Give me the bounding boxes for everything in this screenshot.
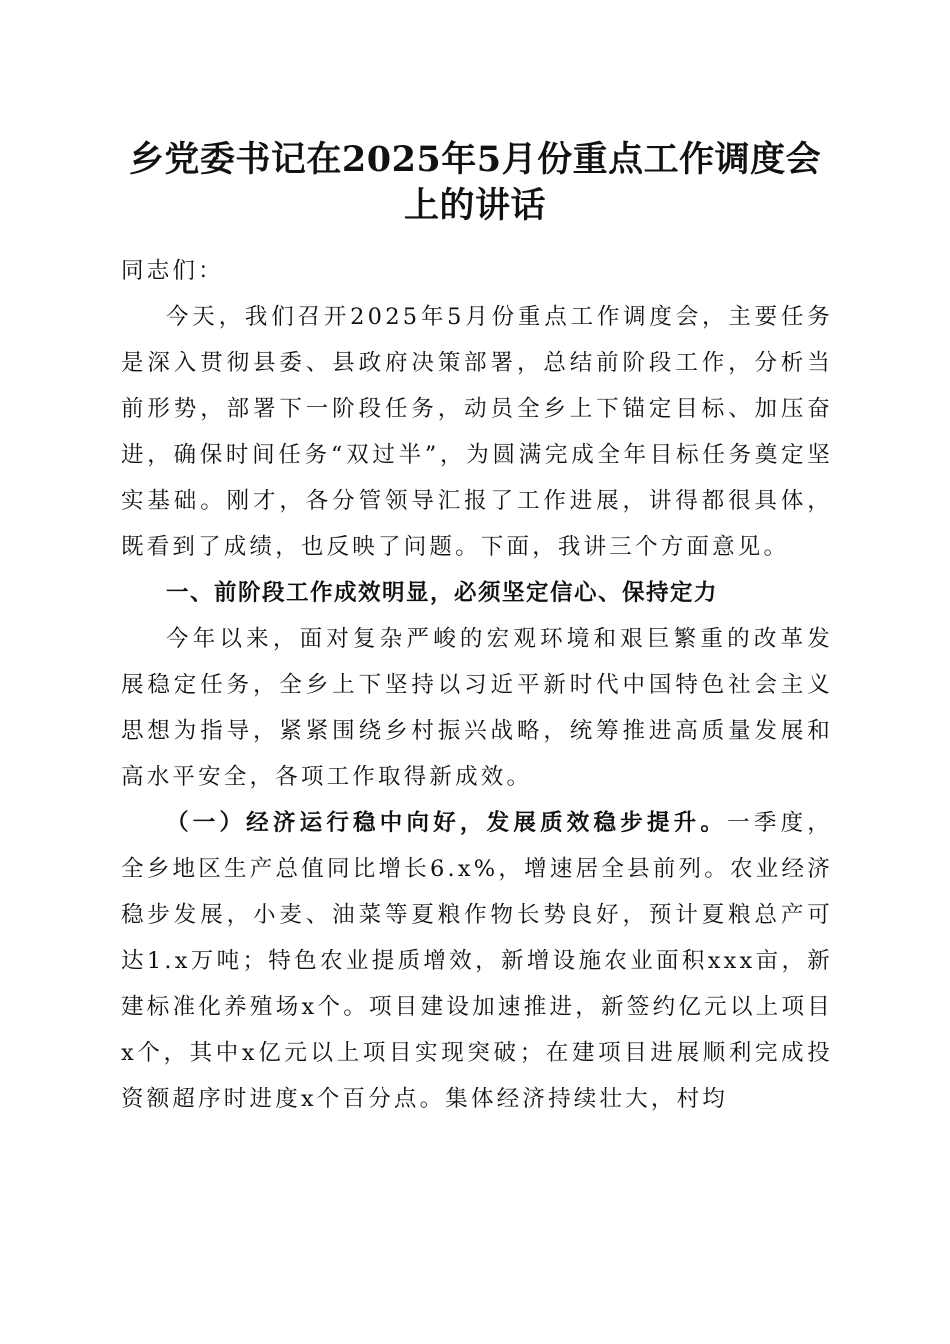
section-1-paragraph: 今年以来，面对复杂严峻的宏观环境和艰巨繁重的改革发展稳定任务，全乡上下坚持以习近平新时代中国特色社会主义思想为指导，紧紧围绕乡村振兴战略，统筹推进高质量发展和高水平安全，各项工作取得新成效。 [121, 626, 833, 790]
document-title [110, 137, 840, 229]
subsection-1-lead: （一）经济运行稳中向好，发展质效稳步提升。 [166, 810, 728, 836]
greeting: 同志们： [121, 258, 224, 284]
intro-paragraph: 今天，我们召开2025年5月份重点工作调度会，主要任务是深入贯彻县委、县政府决策部署，总结前阶段工作，分析当前形势，部署下一阶段任务，动员全乡上下锚定目标、加压奋进，确保时间任务“双过半”，为圆满完成全年目标任务奠定坚实基础。刚才，各分管领导汇报了工作进展，讲得都很具体，既看到了成绩，也反映了问题。下面，我讲三个方面意见。 [121, 304, 833, 560]
title-line-2: 上的讲话 [403, 185, 546, 226]
document-body [121, 248, 833, 1122]
subsection-1-paragraph [121, 800, 833, 1122]
subsection-1-text: 一季度，全乡地区生产总值同比增长6.x%，增速居全县前列。农业经济稳步发展，小麦、油菜等夏粮作物长势良好，预计夏粮总产可达1.x万吨；特色农业提质增效，新增设施农业面积xxx亩，新建标准化养殖场x个。项目建设加速推进，新签约亿元以上项目x个，其中x亿元以上项目实现突破；在建项目进展顺利完成投资额超序时进度x个百分点。集体经济持续壮大，村均 [121, 810, 833, 1112]
section-1-heading: 一、前阶段工作成效明显，必须坚定信心、保持定力 [166, 580, 719, 606]
title-line-1: 乡党委书记在2025年5月份重点工作调度会 [128, 139, 822, 180]
